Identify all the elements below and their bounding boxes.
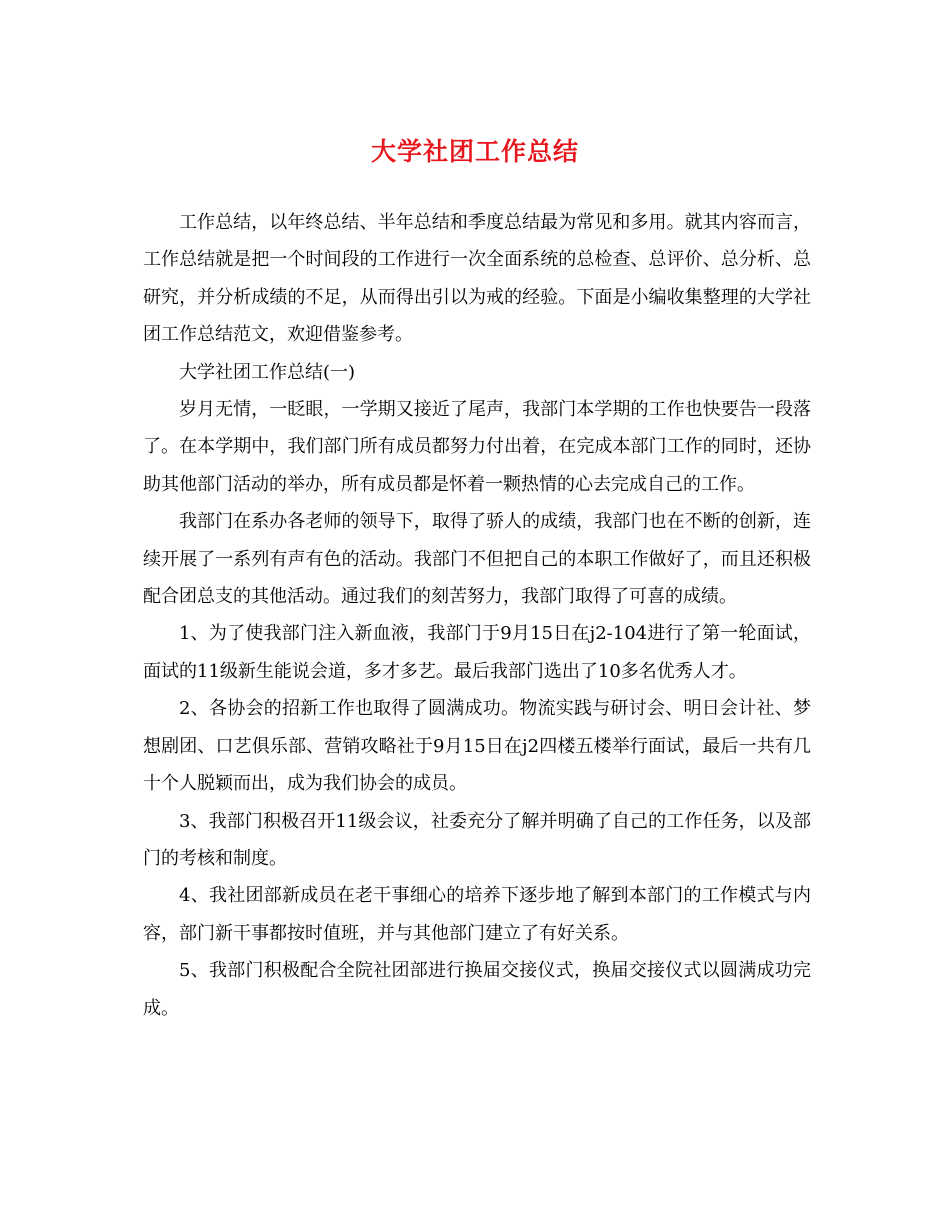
list-item: 2、各协会的招新工作也取得了圆满成功。物流实践与研讨会、明日会计社、梦想剧团、口艺俱乐部、营销攻略社于9月15日在j2四楼五楼举行面试，最后一共有几十个人脱颖而出，成为我们协会的成员。 [143, 698, 811, 795]
list-item: 5、我部门积极配合全院社团部进行换届交接仪式，换届交接仪式以圆满成功完成。 [143, 960, 811, 1019]
document-title: 大学社团工作总结 [370, 137, 579, 166]
paragraph-intro: 工作总结，以年终总结、半年总结和季度总结最为常见和多用。就其内容而言，工作总结就是把一个时间段的工作进行一次全面系统的总检查、总评价、总分析、总研究，并分析成绩的不足，从而得出引以为戒的经验。下面是小编收集整理的大学社团工作总结范文，欢迎借鉴参考。 [143, 212, 811, 346]
list-item: 1、为了使我部门注入新血液，我部门于9月15日在j2-104进行了第一轮面试，面试的11级新生能说会道，多才多艺。最后我部门选出了10多名优秀人才。 [143, 623, 811, 682]
document-body [143, 204, 811, 1027]
section-heading: 大学社团工作总结(一) [179, 361, 356, 383]
list-item: 4、我社团部新成员在老干事细心的培养下逐步地了解到本部门的工作模式与内容，部门新干事都按时值班，并与其他部门建立了有好关系。 [143, 885, 811, 944]
list-item: 3、我部门积极召开11级会议，社委充分了解并明确了自己的工作任务，以及部门的考核和制度。 [143, 810, 811, 869]
paragraph: 岁月无情，一眨眼，一学期又接近了尾声，我部门本学期的工作也快要告一段落了。在本学期中，我们部门所有成员都努力付出着，在完成本部门工作的同时，还协助其他部门活动的举办，所有成员都是怀着一颗热情的心去完成自己的工作。 [143, 399, 811, 495]
paragraph: 我部门在系办各老师的领导下，取得了骄人的成绩，我部门也在不断的创新，连续开展了一系列有声有色的活动。我部门不但把自己的本职工作做好了，而且还积极配合团总支的其他活动。通过我们的刻苦努力，我部门取得了可喜的成绩。 [143, 511, 811, 608]
